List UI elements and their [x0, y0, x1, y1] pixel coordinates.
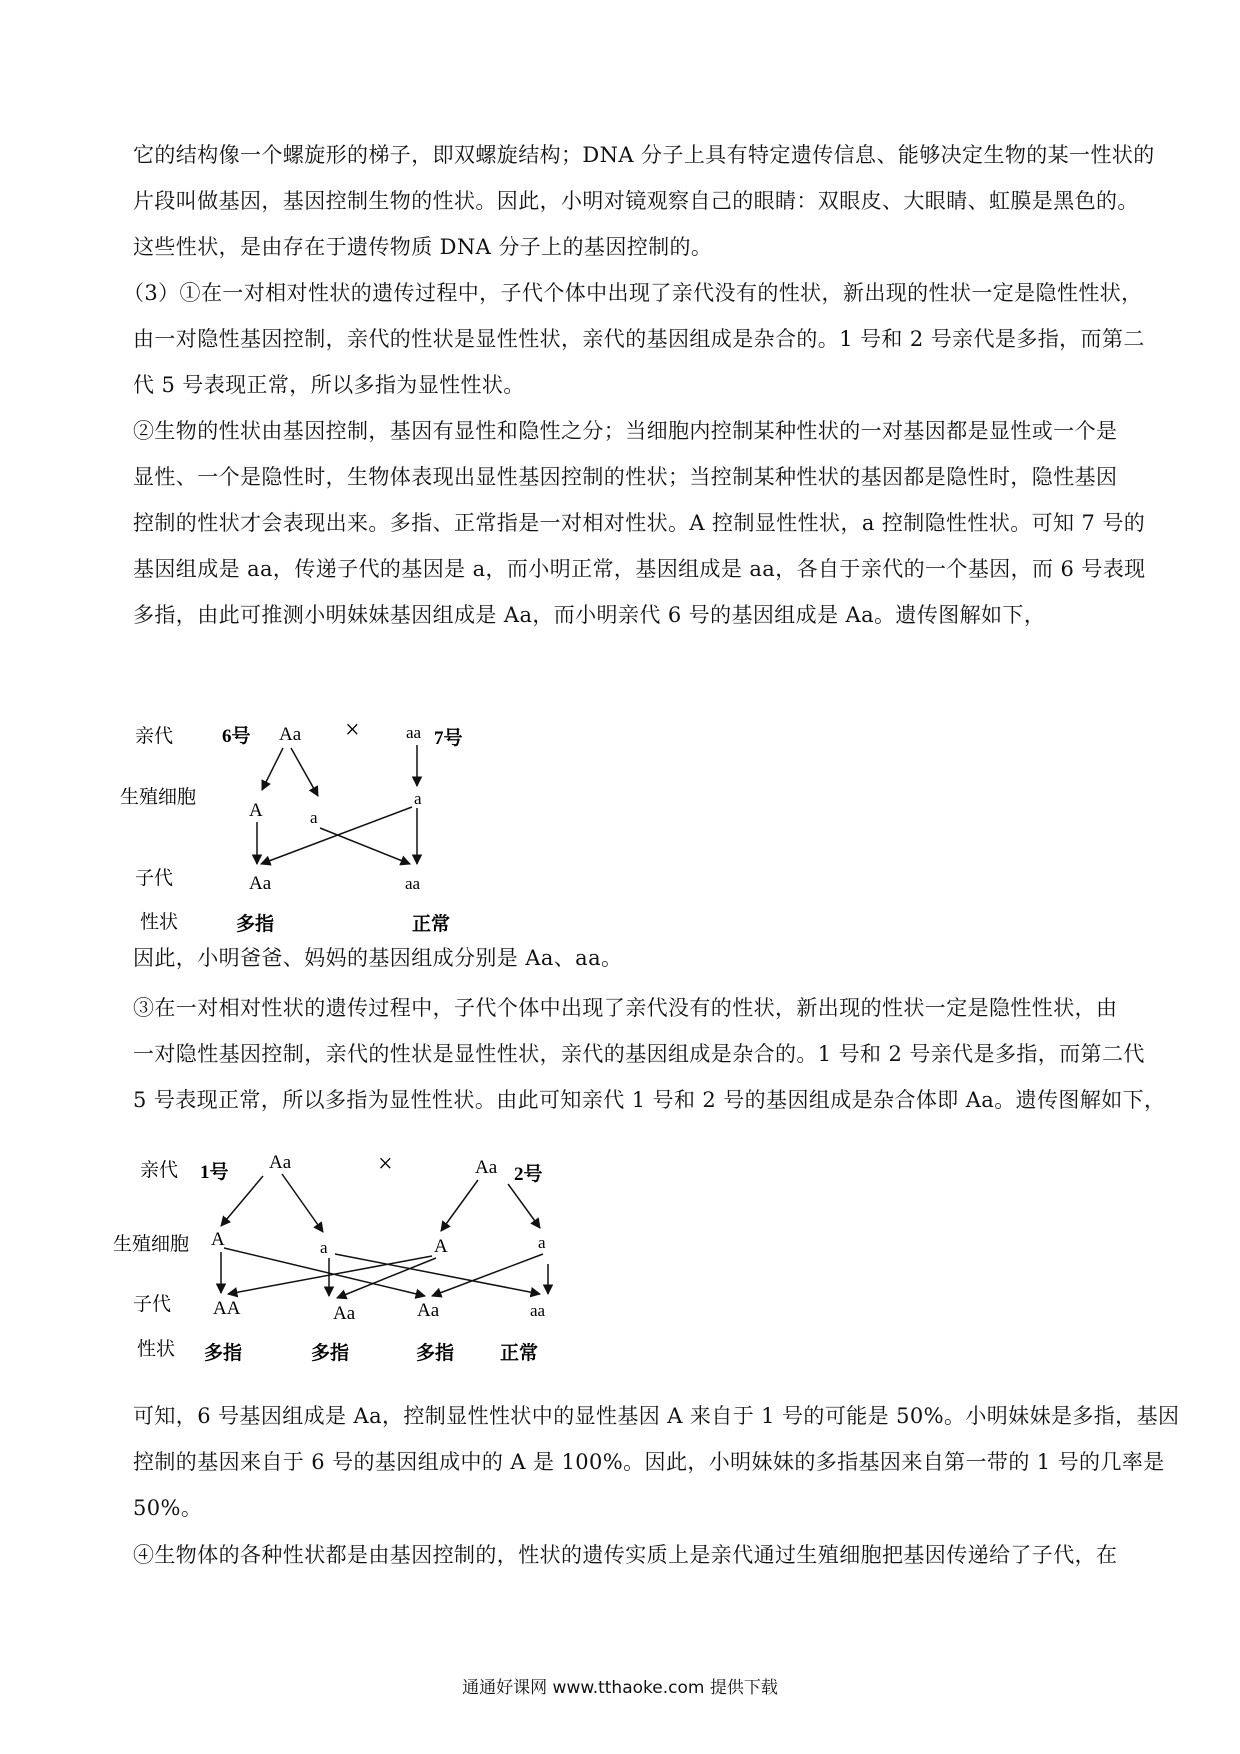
text-line: 由一对隐性基因控制，亲代的性状是显性性状，亲代的基因组成是杂合的。1 号和 2 号亲代是多指，而第二: [133, 327, 1145, 351]
row-label-traits: 性状: [137, 1339, 176, 1360]
text-line: 一对隐性基因控制，亲代的性状是显性性状，亲代的基因组成是杂合的。1 号和 2 号亲代是多指，而第二代: [133, 1042, 1145, 1066]
gamete-A: A: [434, 1236, 448, 1257]
gamete-a: a: [310, 808, 318, 827]
trait-label: 多指: [236, 913, 275, 935]
parent-left-id: 6号: [222, 726, 251, 747]
text-line: 50%。: [133, 1496, 203, 1520]
offspring-genotype: aa: [405, 874, 421, 893]
text-line: ③在一对相对性状的遗传过程中，子代个体中出现了亲代没有的性状，新出现的性状一定是隐性性状，由: [133, 996, 1118, 1020]
gamete-A: A: [249, 800, 263, 821]
row-label-offspring: 子代: [133, 1294, 172, 1315]
text-line: 这些性状，是由存在于遗传物质 DNA 分子上的基因控制的。: [133, 235, 713, 259]
gamete-A: A: [211, 1229, 225, 1250]
offspring-genotype: Aa: [333, 1303, 356, 1324]
text-line: （3）①在一对相对性状的遗传过程中，子代个体中出现了亲代没有的性状，新出现的性状一定是隐性性状，: [123, 281, 1143, 305]
gamete-a: a: [414, 789, 422, 808]
row-label-parents: 亲代: [140, 1160, 179, 1181]
text-line: 显性、一个是隐性时，生物体表现出显性基因控制的性状；当控制某种性状的基因都是隐性时，隐性基因: [133, 465, 1118, 489]
offspring-genotype: Aa: [249, 873, 272, 894]
gamete-a: a: [320, 1238, 328, 1257]
trait-label: 正常: [412, 913, 451, 935]
parent-right-id: 7号: [434, 728, 463, 749]
text-line: 它的结构像一个螺旋形的梯子，即双螺旋结构；DNA 分子上具有特定遗传信息、能够决定生物的某一性状的: [133, 143, 1155, 167]
gamete-a: a: [538, 1233, 546, 1252]
row-label-gametes: 生殖细胞: [113, 1234, 190, 1255]
parent-left-id: 1号: [200, 1162, 229, 1183]
paragraph-q3-4: [133, 1532, 1118, 1578]
trait-label: 正常: [500, 1342, 539, 1364]
text-line: 代 5 号表现正常，所以多指为显性性状。: [133, 373, 525, 397]
paragraph-q3-1: [123, 270, 1145, 408]
text-line: 控制的基因来自于 6 号的基因组成中的 A 是 100%。因此，小明妹妹的多指基因来自第一带的 1 号的几率是: [133, 1450, 1165, 1474]
offspring-genotype: Aa: [417, 1300, 440, 1321]
paragraph-probability: [133, 1393, 1180, 1531]
text-line: 多指，由此可推测小明妹妹基因组成是 Aa，而小明亲代 6 号的基因组成是 Aa。遗传图解如下，: [133, 603, 1046, 627]
paragraph-q3-2: [133, 408, 1146, 638]
row-label-offspring: 子代: [135, 868, 174, 889]
text-line: 可知，6 号基因组成是 Aa，控制显性性状中的显性基因 A 来自于 1 号的可能是 50%。小明妹妹是多指，基因: [133, 1404, 1180, 1428]
text-line: 控制的性状才会表现出来。多指、正常指是一对相对性状。A 控制显性性状，a 控制隐性性状。可知 7 号的: [133, 511, 1146, 535]
text-line: ④生物体的各种性状都是由基因控制的，性状的遗传实质上是亲代通过生殖细胞把基因传递给了子代，在: [133, 1543, 1118, 1567]
parent-left-genotype: Aa: [279, 724, 302, 745]
offspring-genotype: AA: [213, 1298, 241, 1319]
parent-left-genotype: Aa: [269, 1152, 292, 1173]
text-line: ②生物的性状由基因控制，基因有显性和隐性之分；当细胞内控制某种性状的一对基因都是显性或一个是: [133, 419, 1118, 443]
row-label-parents: 亲代: [135, 726, 174, 747]
text-line: 5 号表现正常，所以多指为显性性状。由此可知亲代 1 号和 2 号的基因组成是杂合体即 Aa。遗传图解如下，: [133, 1088, 1166, 1112]
row-label-traits: 性状: [140, 912, 179, 933]
trait-label: 多指: [311, 1342, 350, 1364]
parent-right-genotype: aa: [406, 723, 422, 742]
paragraph-parents-genotype: [133, 935, 1118, 981]
paragraph-q3-3: [133, 985, 1166, 1123]
parent-right-id: 2号: [514, 1164, 543, 1185]
genetic-diagram-6x7: [120, 715, 463, 935]
cross-symbol: ×: [378, 1149, 393, 1178]
parent-right-genotype: Aa: [475, 1157, 498, 1178]
genetic-diagram-1x2: [113, 1149, 548, 1364]
row-label-gametes: 生殖细胞: [120, 787, 197, 808]
trait-label: 多指: [416, 1342, 455, 1364]
text-line: 基因组成是 aa，传递子代的基因是 a，而小明正常，基因组成是 aa，各自于亲代的一个基因，而 6 号表现: [133, 557, 1146, 581]
text-line: 因此，小明爸爸、妈妈的基因组成分别是 Aa、aa。: [133, 946, 623, 970]
offspring-genotype: aa: [530, 1301, 546, 1320]
paragraph-dna-structure: [133, 132, 1155, 270]
page-footer: 通通好课网 www.tthaoke.com 提供下载: [462, 1678, 778, 1698]
diagram2-arrows: [221, 1174, 548, 1298]
trait-label: 多指: [204, 1342, 243, 1364]
diagram1-arrows: [257, 745, 417, 864]
cross-symbol: ×: [345, 715, 360, 744]
text-line: 片段叫做基因，基因控制生物的性状。因此，小明对镜观察自己的眼睛：双眼皮、大眼睛、虹膜是黑色的。: [133, 189, 1139, 213]
